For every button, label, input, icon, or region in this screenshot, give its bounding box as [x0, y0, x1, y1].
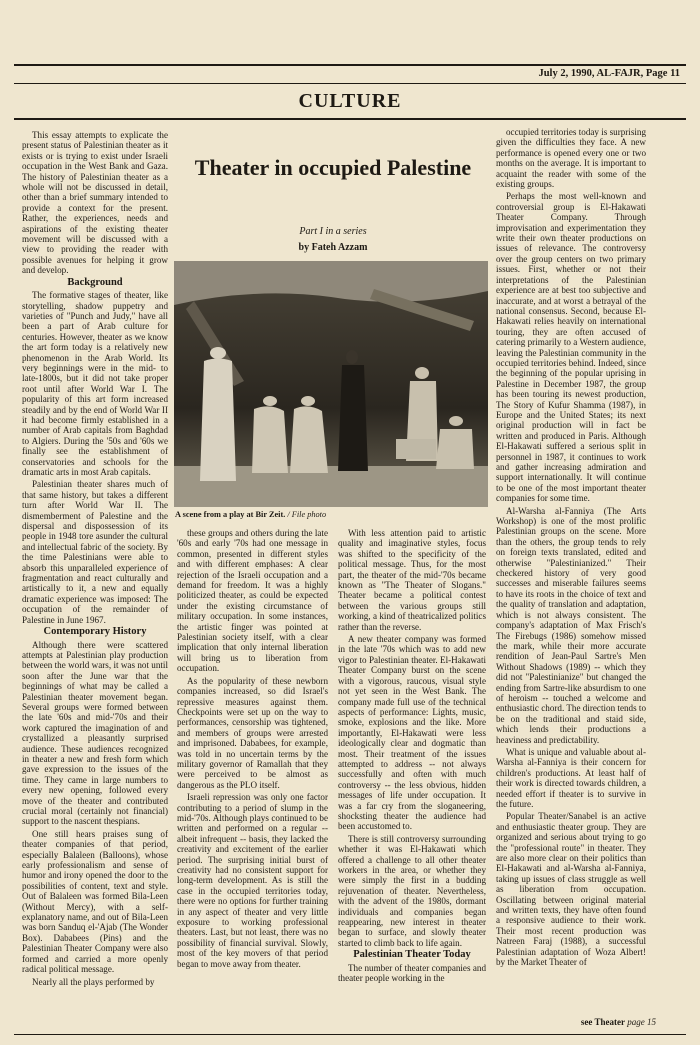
- dateline-rule: [14, 83, 686, 84]
- column-2: [177, 528, 328, 971]
- paragraph: Although there were scattered attempts at Palestinian play production between the world wars, it was not until soon after the June war that the beginnings of what may be called a Palestinian theater movement began. Several groups were formed between the late '60s and mid-'70s and their work captured the imagination of and crystallized a pleasantly surprised audience. These audiences recognized in theater a new and fresh form which gave expression to the issues of the time. They came in large numbers to every new opening, followed every move of the theater and contributed crucial moral (certainly not financial) support to the nascent thespians.: [22, 639, 168, 827]
- continued-jump-link[interactable]: [581, 1017, 656, 1027]
- paragraph: Israeli repression was only one factor contributing to a period of slump in the mid-'70s. Although plays continued to be written and performed on a regular -- albeit infrequent -- basis, they lacked the creativity and excitement of the earlier period. The surprising initial burst of creativity had no consistent support for long-term development. As is still the case in the occupied territories today, there were no options for further training in any aspect of theater and very little exposure to working professional theaters. Last, but not least, there was no possibility of financial survival. Slowly, most of the key movers of that period began to move away from theater.: [177, 792, 328, 969]
- paragraph: What is unique and valuable about al-Warsha al-Fanniya is their concern for children's productions. At least half of their work is directed towards children, a needed effort if theater is to survive in the future.: [496, 746, 646, 809]
- dateline: July 2, 1990, AL-FAJR, Page 11: [538, 68, 680, 79]
- section-rule: [14, 118, 686, 120]
- column-4: [496, 127, 646, 970]
- byline: by Fateh Azzam: [298, 242, 368, 253]
- paragraph: Al-Warsha al-Fanniya (The Arts Workshop) is one of the most prolific Palestinian groups on the scene. More than the others, the group tends to rely on foreign texts translated, edited and otherwise "Palestinianized." Their checkered history of very good successes and miserable failures seems to have its roots in the choice of text and the quality of translation and adaptation, which is not always consistent. The company's adaptation of Max Frisch's The Firebugs (1986) somehow missed the mark, while their more accurate rendition of Jean-Paul Sartre's Men Without Shadows (1989) -- which they did not "Palestinianize" but changed the ending from Sartre-like absurdism to one of heroism -- touched a welcome and enthusiastic chord. The direction tends to be on the traditional and staid side, which lends their productions a heaviness and predictability.: [496, 505, 646, 745]
- subhead-background: Background: [67, 276, 123, 288]
- paragraph: The number of theater companies and theater people working in the: [338, 962, 486, 984]
- caption-text: A scene from a play at Bir Zeit.: [175, 510, 286, 519]
- paragraph: One still hears praises sung of theater companies of that period, especially Balaleen (Balloons), whose early professionalism and sense of humor and irony opened the door to the possibilities of content, text and style. Out of Balaleen was formed Bila-Leen (Without Mercy), with a self-explanatory name, and out of Bila-Leen was born Sanduq el-'Ajab (The Wonder Box). Dababees (Pins) and the Palestinian Theater Company were also formed and carried a more openly radical political message.: [22, 828, 168, 975]
- paragraph: Popular Theater/Sanabel is an active and enthusiastic theater group. They are organized and serious about trying to go the "professional route" in theater. They are also more clear on their politics than El-Hakawati and al-Warsha al-Fanniya, taking up issues of class struggle as well as liberation from occupation. Oscillating between original material and written texts, they have often found a responsive audience to their work. Their most recent production was Natreen Faraj (1988), a successful Palestinian adaptation of Woza Albert! by the Market Theater of: [496, 811, 646, 968]
- paragraph: these groups and others during the late '60s and early '70s had one message in common, presented in different styles and with different emphases: A clear rejection of the Israeli occupation and a demand for freedom. It was a highly politicized theater, as could be expected under the existing circumstance of military occupation. In some instances, the artistic finger was pointed at Palestinian society itself, with a clear implication that only internal liberation will bring us to liberation from occupation.: [177, 528, 328, 674]
- subhead-contemporary-history: Contemporary History: [43, 626, 147, 638]
- paragraph: There is still controversy surrounding whether it was El-Hakawati which offered a challenge to all other theater workers in the area, or whether they were simply the first in a budding rejuvenation of theater. Nevertheless, with the advent of the 1980s, dormant individuals and companies began reappearing, new interest in theater began to surface, and slowly theater started to climb back to life again.: [338, 833, 486, 948]
- caption-credit: / File photo: [287, 510, 327, 519]
- bottom-rule: [14, 1034, 686, 1035]
- paragraph: occupied territories today is surprising given the difficulties they face. A new performance is opened every one or two months on the average. It is important to acquaint the reader with some of the existing groups.: [496, 127, 646, 190]
- section-title: CULTURE: [298, 90, 402, 112]
- paragraph: As the popularity of these newborn companies increased, so did Israel's repressive measures against them. Checkpoints were set up on the way to performances, censorship was tightened, and members of groups were arrested and imprisoned. Dababees, for example, was told in no uncertain terms by the military governor of Ramallah that they were perceived to be almost as dangerous as the PLO itself.: [177, 675, 328, 790]
- paragraph: Nearly all the plays performed by: [32, 976, 155, 987]
- column-1: [22, 130, 168, 989]
- intro-paragraph: This essay attempts to explicate the present status of Palestinian theater as it exists or is trying to exist under Israeli occupation in the West Bank and Gaza. The history of Palestinian theater as a whole will not be discussed in detail, other than a brief summary intended to provide a context for the present. Rather, the experiences, needs and aspirations of the existing theater movement will be discussed with a view to providing the reader with possible avenues for helping it grow and develop.: [22, 130, 168, 276]
- jump-label: see Theater: [580, 1017, 625, 1027]
- headline: Theater in occupied Palestine: [194, 155, 472, 180]
- subhead-theater-today: Palestinian Theater Today: [353, 949, 471, 961]
- column-3: [338, 528, 486, 985]
- series-label: Part I in a series: [299, 226, 367, 237]
- paragraph: Perhaps the most well-known and controversial group is El-Hakawati Theater Company. Through improvisation and experimentation they write their own theater productions on issues of relevance. The controversy over the group centers on two primary issues. First, whether or not their interpretations of the Palestinian experience are at best too subjective and inaccurate, and at worst a betrayal of the national consensus. Second, because El-Hakawati relies heavily on international touring, they are often accused of catering primarily to a Western audience, leaving the Palestinian community in the occupied territories behind. Indeed, since the beginning of the popular uprising in Palestine in December 1987, the group has been touring its newest production, The Story of Kufur Shamma (1987), in Europe and the United States; its next original production will in fact be written and produced in Paris. Although El-Hakawati suffered a serious split in personnel in 1987, it continues to work and gather increasing admiration and support internationally. It will continue to be one of the most important theater companies for some time.: [496, 191, 646, 504]
- stage-photo: [174, 261, 488, 507]
- paragraph: A new theater company was formed in the late '70s which was to add new vigor to Palestinian theater. El-Hakawati Theater Company burst on the scene with a vigorous, raucous, visual style not yet seen in the West Bank. The company made full use of the technical aspects of performance: Lights, music, smoke, explosions and the like. More importantly, El-Hakawati were less ideologically clear and dogmatic than most. Their treatment of the issues attempted to address -- not always successfully and often with much controversy -- the less obvious, hidden messages of life under occupation. It was a far cry from the sloganeering, shocksting theater the audience had been accustomed to.: [338, 634, 486, 832]
- top-rule: [14, 64, 686, 66]
- jump-page: page 15: [627, 1017, 656, 1027]
- paragraph: The formative stages of theater, like storytelling, shadow puppetry and varieties of "Punch and Judy," have all been a part of Arab culture for centuries. However, theater as we know the art form today is a relatively new phenomenon in the Arab World. Its very beginnings were in the mid- to late-1800s, but it did not take proper root until after World War I. The popularity of this art form increased steadily and by the end of World War II it had become firmly established in a number of Arab capitals from Baghdad to Algiers. During the '50s and '60s we finally see the establishment of conservatories and schools for the dramatic arts in most Arab capitals.: [22, 290, 168, 477]
- paragraph: Palestinian theater shares much of that same history, but takes a different turn after World War II. The dismemberment of Palestine and the dispersal and dispossession of its people in 1948 tore asunder the cultural and intellectual fabric of the society. By the time Palestinians were able to absorb this unparalleled experience of fragmentation and react culturally and artistically to it, a new and equally dramatic experience was imposed: The occupation of the remainder of Palestine in June 1967.: [22, 479, 168, 625]
- photo-caption: [175, 510, 326, 519]
- paragraph: With less attention paid to artistic quality and imaginative styles, focus was shifted to the specificity of the political message. Thus, for the most part, the theater of the mid-'70s became known as "The Theater of Slogans." Theater became a political contest between the various groups still working, a kind of theatricalized politics rather than the reverse.: [338, 528, 486, 632]
